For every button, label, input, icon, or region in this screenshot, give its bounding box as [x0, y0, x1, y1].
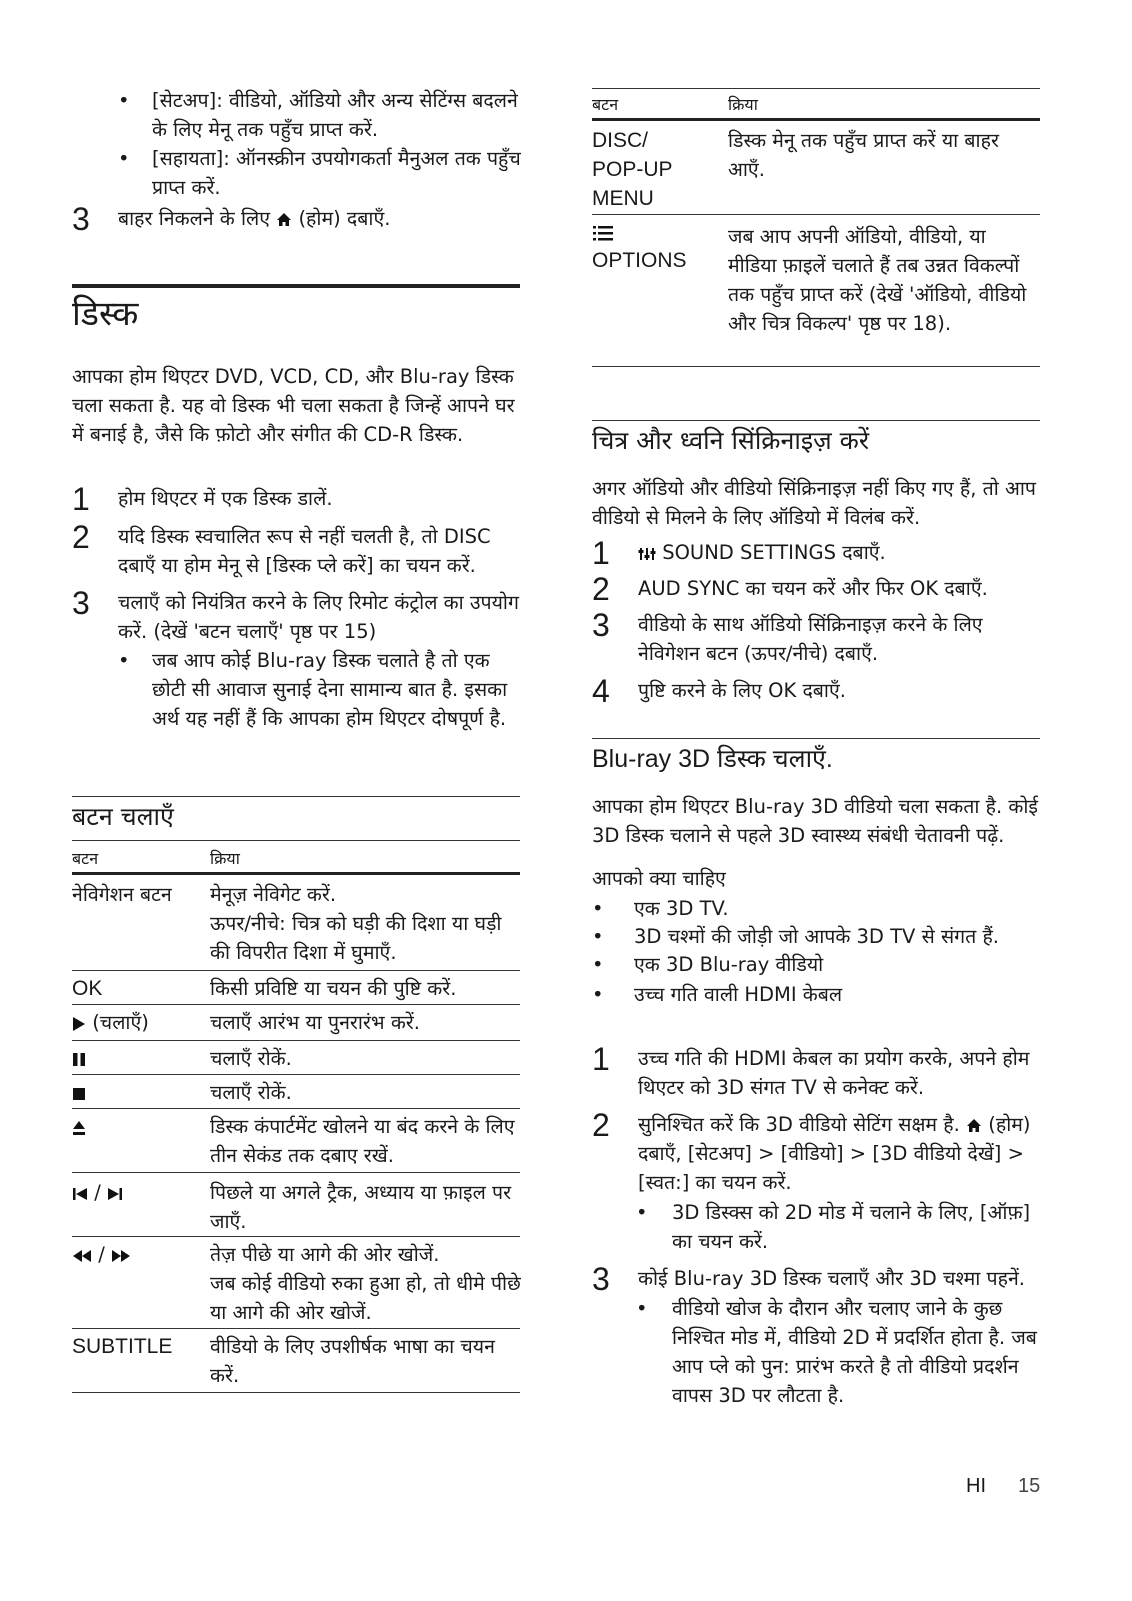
step-number: 1 — [592, 535, 610, 571]
section-divider — [72, 796, 520, 797]
section-divider — [592, 738, 1040, 739]
options-icon — [592, 224, 614, 242]
bullet-text: [सहायता]: ऑनस्क्रीन उपयोगकर्ता मैनुअल तक पहुँच प्राप्त करें. — [152, 147, 521, 199]
sync-step-3 — [592, 607, 1038, 668]
bd3d-step-1 — [592, 1041, 1038, 1102]
footer-language: HI — [966, 1475, 986, 1497]
list-item: • 3D चश्मों की जोड़ी जो आपके 3D TV से संगत हैं. — [592, 925, 1000, 948]
disc-intro: आपका होम थिएटर DVD, VCD, CD, और Blu-ray डिस्क चला सकता है. यह वो डिस्क भी चला सकता है जिन्हें आपने घर में बनाई है, जैसे कि फ़ोटो और संगीत की CD-R डिस्क. — [72, 365, 515, 446]
play-icon — [72, 1016, 86, 1032]
step-text: कोई Blu-ray 3D डिस्क चलाएँ और 3D चश्मा पहनें. — [638, 1267, 1025, 1290]
step-text-pre: बाहर निकलने के लिए — [118, 207, 271, 230]
bd3d-step-3 — [592, 1261, 1038, 1297]
step-text: यदि डिस्क स्वचालित रूप से नहीं चलती है, तो DISC दबाएँ या होम मेनू से [डिस्क प्ले करें] का चयन करें. — [118, 525, 491, 577]
table-cell-action: तेज़ पीछे या आगे की ओर खोजें. जब कोई वीडियो रुका हुआ हो, तो धीमे पीछे या आगे की ओर खोजें. — [210, 1243, 521, 1324]
sync-step-4 — [592, 673, 1038, 709]
stop-icon — [72, 1087, 86, 1101]
step-text: SOUND SETTINGS दबाएँ. — [662, 541, 886, 564]
table-cell-button: OK — [72, 977, 103, 1000]
table-cell-action: जब आप अपनी ऑडियो, वीडियो, या मीडिया फ़ाइलें चलाते हैं तब उन्नत विकल्पों तक पहुँच प्राप्त करें (देखें 'ऑडियो, वीडियो और चित्र विकल्प' पृष्ठ पर 18). — [728, 225, 1027, 335]
step-number: 2 — [72, 519, 90, 555]
home-icon — [276, 212, 292, 227]
column-header-action: क्रिया — [210, 849, 240, 868]
step-text: होम थिएटर में एक डिस्क डालें. — [118, 487, 333, 510]
section-title-sync: चित्र और ध्वनि सिंक्रिनाइज़ करें — [592, 426, 870, 455]
table-cell-button: नेविगेशन बटन — [72, 883, 172, 906]
step-number: 1 — [592, 1041, 610, 1077]
table-cell-action: पिछले या अगले ट्रैक, अध्याय या फ़ाइल पर जाएँ. — [210, 1181, 512, 1233]
rewind-icon — [72, 1249, 92, 1263]
table-cell-button: DISC/ POP-UP MENU — [592, 129, 673, 210]
table-header — [72, 848, 520, 872]
step-number: 3 — [592, 607, 610, 643]
page-number: 15 — [1018, 1475, 1041, 1497]
list-item: • वीडियो खोज के दौरान और चलाए जाने के कुछ निश्चित मोड में, वीडियो 2D में प्रदर्शित होता है. जब आप प्ले को पुन: प्रारंभ करते है तो वीडियो प्रदर्शन वापस 3D पर लौटता है. — [636, 1297, 1037, 1407]
section-title-disc: डिस्क — [72, 294, 139, 334]
table-cell-action: चलाएँ रोकें. — [210, 1047, 292, 1070]
table-header — [592, 94, 1040, 116]
sync-intro: अगर ऑडियो और वीडियो सिंक्रिनाइज़ नहीं किए गए हैं, तो आप वीडियो से मिलने के लिए ऑडियो में विलंब करें. — [592, 477, 1036, 529]
step-text: वीडियो के साथ ऑडियो सिंक्रिनाइज़ करने के लिए नेविगेशन बटन (ऊपर/नीचे) दबाएँ. — [638, 613, 983, 665]
table-cell-button: (चलाएँ) — [72, 1008, 210, 1037]
table-cell-action: मेनूज़ नेविगेट करें. ऊपर/नीचे: चित्र को घड़ी की दिशा या घड़ी की विपरीत दिशा में घुमाएँ. — [210, 883, 502, 964]
note-text: जब आप कोई Blu-ray डिस्क चलाते है तो एक छोटी सी आवाज सुनाई देना सामान्य बात है. इसका अर्थ यह नहीं हैं कि आपका होम थिएटर दोषपूर्ण है. — [152, 649, 508, 730]
list-item: • 3D डिस्क्स को 2D मोड में चलाने के लिए, [ऑफ़] का चयन करें. — [636, 1201, 1031, 1253]
play-buttons-table — [72, 848, 520, 872]
need-label: आपको क्या चाहिए — [592, 867, 726, 890]
table-cell-action: चलाएँ आरंभ या पुनरारंभ करें. — [210, 1011, 420, 1034]
prev-icon — [72, 1187, 88, 1201]
step-text: पुष्टि करने के लिए OK दबाएँ. — [638, 679, 846, 702]
sync-step-1 — [592, 535, 1038, 571]
table-cell-button: OPTIONS — [592, 222, 728, 275]
sound-settings-icon — [638, 546, 656, 562]
table-cell-button — [72, 1112, 210, 1141]
disc-step-1 — [72, 481, 532, 517]
step-text: चलाएँ को नियंत्रित करने के लिए रिमोट कंट्रोल का उपयोग करें. (देखें 'बटन चलाएँ' पृष्ठ पर 15) — [118, 591, 519, 643]
step-text: (होम) दबाएँ, [सेटअप] > [वीडियो] > [3D वीडियो देखें] > [स्वत:] का चयन करें. — [638, 1113, 1031, 1194]
step-number: 2 — [592, 1107, 610, 1143]
table-cell-action: डिस्क मेनू तक पहुँच प्राप्त करें या बाहर आएँ. — [728, 129, 999, 181]
table-cell-button — [72, 1044, 210, 1073]
list-item: • [सेटअप]: वीडियो, ऑडियो और अन्य सेटिंग्स बदलने के लिए मेनू तक पहुँच प्राप्त करें. — [118, 86, 538, 144]
eject-icon — [72, 1120, 86, 1136]
table-cell-button — [72, 1078, 210, 1107]
table-cell-action: वीडियो के लिए उपशीर्षक भाषा का चयन करें. — [210, 1335, 495, 1387]
table-cell-action: डिस्क कंपार्टमेंट खोलने या बंद करने के लिए तीन सेकंड तक दबाए रखें. — [210, 1115, 515, 1167]
step-text: AUD SYNC का चयन करें और फिर OK दबाएँ. — [638, 577, 988, 600]
step-number: 3 — [72, 201, 90, 237]
list-item: • [सहायता]: ऑनस्क्रीन उपयोगकर्ता मैनुअल तक पहुँच प्राप्त करें. — [118, 144, 538, 202]
fast-forward-icon — [111, 1249, 131, 1263]
disc-step-2 — [72, 519, 532, 580]
step-number: 3 — [72, 585, 90, 621]
table-cell-action: किसी प्रविष्टि या चयन की पुष्टि करें. — [210, 977, 457, 1000]
step-number: 4 — [592, 673, 610, 709]
section-divider — [72, 840, 520, 841]
step-number: 3 — [592, 1261, 610, 1297]
bd3d-step-2 — [592, 1107, 1038, 1197]
column-header-button: बटन — [592, 95, 619, 114]
disc-step-3 — [72, 585, 532, 646]
list-item: • एक 3D Blu-ray वीडियो — [592, 953, 824, 976]
table-cell-button: / — [72, 1178, 210, 1207]
next-icon — [107, 1187, 123, 1201]
home-icon — [966, 1118, 982, 1133]
section-title-bd3d: Blu-ray 3D डिस्क चलाएँ. — [592, 745, 833, 773]
step-text: सुनिश्चित करें कि 3D वीडियो सेटिंग सक्षम है. — [638, 1113, 960, 1136]
step-number: 2 — [592, 571, 610, 607]
step-text-post: (होम) दबाएँ. — [298, 207, 391, 230]
section-title-play: बटन चलाएँ — [72, 802, 174, 831]
list-item: • जब आप कोई Blu-ray डिस्क चलाते है तो एक छोटी सी आवाज सुनाई देना सामान्य बात है. इसका अर्थ यह नहीं हैं कि आपका होम थिएटर दोषपूर्ण है. — [118, 646, 514, 733]
step-text: उच्च गति की HDMI केबल का प्रयोग करके, अपने होम थिएटर को 3D संगत TV से कनेक्ट करें. — [638, 1047, 1030, 1099]
list-item: • उच्च गति वाली HDMI केबल — [592, 983, 843, 1006]
section-divider — [592, 420, 1040, 421]
table-cell-button: SUBTITLE — [72, 1335, 173, 1358]
bd3d-intro: आपका होम थिएटर Blu-ray 3D वीडियो चला सकता है. कोई 3D डिस्क चलाने से पहले 3D स्वास्थ्य संबंधी चेतावनी पढ़ें. — [592, 795, 1038, 847]
table-cell-action: चलाएँ रोकें. — [210, 1081, 292, 1104]
sync-step-2 — [592, 571, 1038, 607]
pause-icon — [72, 1052, 86, 1067]
column-header-button: बटन — [72, 849, 99, 868]
step-number: 1 — [72, 481, 90, 517]
column-header-action: क्रिया — [728, 95, 758, 114]
step-3 — [72, 201, 532, 237]
section-divider — [72, 284, 520, 288]
table-cell-button: / — [72, 1240, 210, 1269]
list-item: • एक 3D TV. — [592, 897, 729, 920]
bullet-text: [सेटअप]: वीडियो, ऑडियो और अन्य सेटिंग्स बदलने के लिए मेनू तक पहुँच प्राप्त करें. — [152, 89, 518, 141]
